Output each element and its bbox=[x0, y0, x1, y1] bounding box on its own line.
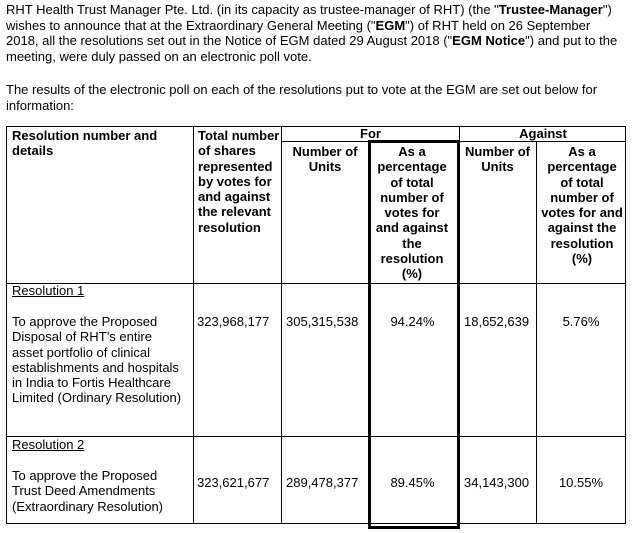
defined-term: EGM bbox=[375, 17, 406, 33]
defined-term: EGM Notice bbox=[452, 33, 526, 48]
intro-text: ") wishes to announce that at the Extraordinary General Meeting (" bbox=[6, 2, 612, 33]
header-for: For bbox=[360, 126, 381, 141]
resolution-1-details: To approve the Proposed Disposal of RHT’s entire asset portfolio of clinical establishments and hospitals in India to Fortis Healthcare Limited (Ordinary Resolution) bbox=[12, 314, 182, 406]
intro-text: ") and put to the meeting, were duly passed on an electronic poll vote. bbox=[6, 33, 618, 64]
header-against-units: Number of Units bbox=[465, 144, 530, 175]
resolution-2-for-units: 289,478,377 bbox=[286, 475, 359, 490]
header-against-pct: As a percentage of total number of votes for and against the resolution (%) bbox=[541, 144, 623, 267]
resolution-2-against-pct: 10.55% bbox=[558, 475, 604, 490]
resolution-2-details: To approve the Proposed Trust Deed Amendments (Extraordinary Resolution) bbox=[12, 468, 164, 514]
resolution-1-for-pct: 94.24% bbox=[390, 314, 435, 329]
resolution-1-for-units: 305,315,538 bbox=[286, 314, 359, 329]
resolution-1-number: Resolution 1 bbox=[12, 283, 85, 298]
resolution-1-total: 323,968,177 bbox=[197, 314, 270, 329]
resolution-2-against-units: 34,143,300 bbox=[464, 475, 530, 490]
resolution-2-for-pct: 89.45% bbox=[390, 475, 435, 490]
header-against: Against bbox=[519, 126, 567, 141]
header-for-units: Number of Units bbox=[292, 144, 358, 175]
intro-text: RHT Health Trust Manager Pte. Ltd. (in its capacity as trustee-manager of RHT) (the " bbox=[6, 2, 499, 17]
resolution-1-against-units: 18,652,639 bbox=[464, 314, 530, 329]
resolution-1-against-pct: 5.76% bbox=[562, 314, 600, 329]
header-for-pct: As a percentage of total number of votes for and against the resolution (%) bbox=[375, 144, 449, 282]
resolution-2-total: 323,621,677 bbox=[197, 475, 270, 490]
defined-term: Trustee-Manager bbox=[498, 2, 603, 17]
resolution-2-number: Resolution 2 bbox=[12, 437, 85, 452]
header-resolution: Resolution number and details bbox=[12, 128, 158, 159]
intro-text: ") of RHT held on 26 September 2018, all the resolutions set out in the Notice of EGM dated 29 August 2018 (" bbox=[6, 17, 591, 48]
results-paragraph: The results of the electronic poll on each of the resolutions put to vote at the EGM are set out below for information: bbox=[6, 82, 598, 113]
intro-paragraph bbox=[6, 2, 626, 64]
header-total: Total number of shares represented by votes for and against the relevant resolution bbox=[198, 128, 280, 235]
